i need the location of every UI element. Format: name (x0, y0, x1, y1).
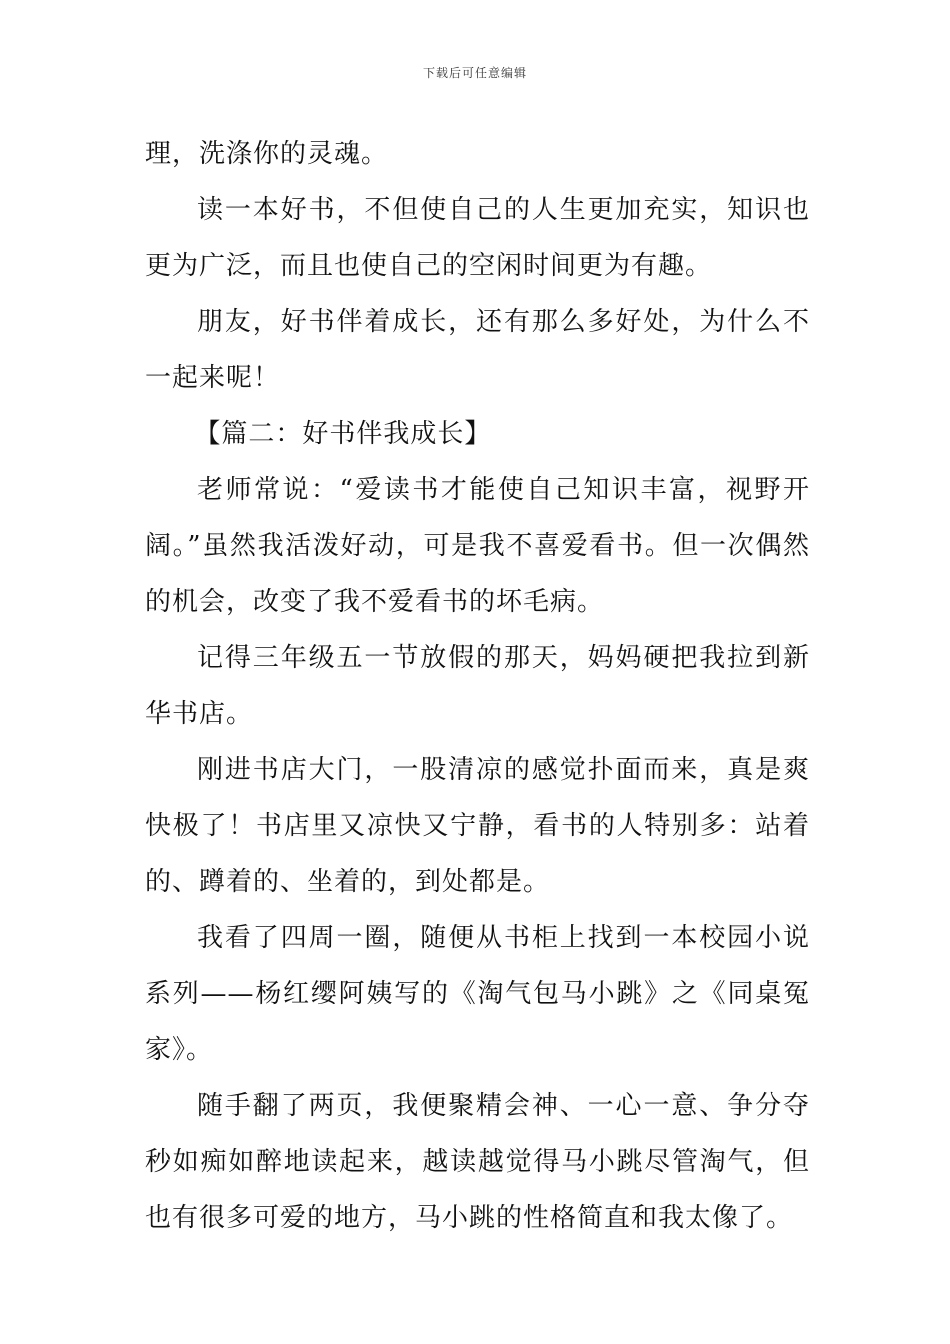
header-note: 下载后可任意编辑 (422, 66, 527, 80)
paragraph: 老师常说：“爱读书才能使自己知识丰富，视野开阔。”虽然我活泼好动，可是我不喜爱看书。但一次偶然的机会，改变了我不爱看书的坏毛病。 (145, 475, 810, 617)
paragraph: 读一本好书，不但使自己的人生更加充实，知识也更为广泛，而且也使自己的空闲时间更为有趣。 (145, 195, 810, 281)
paragraph: 朋友，好书伴着成长，还有那么多好处，为什么不一起来呢！ (145, 307, 810, 393)
body-text (145, 126, 810, 1246)
paragraph: 刚进书店大门，一股清凉的感觉扑面而来，真是爽快极了！书店里又凉快又宁静，看书的人特别多：站着的、蹲着的、坐着的，到处都是。 (145, 755, 810, 897)
paragraph-continuation: 理，洗涤你的灵魂。 (145, 139, 389, 169)
paragraph: 我看了四周一圈，随便从书柜上找到一本校园小说系列——杨红缨阿姨写的《淘气包马小跳》之《同桌冤家》。 (145, 923, 810, 1065)
paragraph: 记得三年级五一节放假的那天，妈妈硬把我拉到新华书店。 (145, 643, 810, 729)
paragraph: 随手翻了两页，我便聚精会神、一心一意、争分夺秒如痴如醉地读起来，越读越觉得马小跳尽管淘气，但也有很多可爱的地方，马小跳的性格简直和我太像了。 (145, 1091, 810, 1233)
section-heading: 【篇二：好书伴我成长】 (194, 419, 492, 449)
